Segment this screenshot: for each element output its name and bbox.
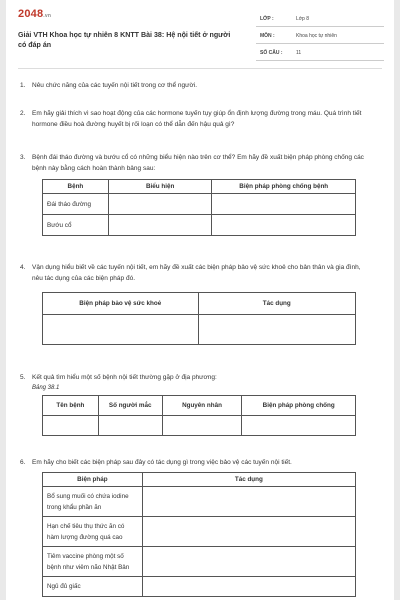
table-local-diseases: Tên bệnh Số người mắc Nguyên nhân Biện pháp phòng chống — [42, 395, 356, 436]
page-title: Giải VTH Khoa học tự nhiên 8 KNTT Bài 38: Hệ nội tiết ở người có đáp án — [18, 31, 231, 49]
table-health-measures: Biện pháp bảo vệ sức khoẻ Tác dụng — [42, 292, 356, 345]
meta-panel — [256, 12, 384, 63]
question-6: 6. Em hãy cho biết các biện pháp sau đây có tác dụng gì trong việc bảo vệ các tuyến nội tiết. — [20, 459, 292, 466]
table-disease-prevention: Bệnh Biểu hiện Biện pháp phòng chống bệnh Đái tháo đường Bướu cổ — [42, 179, 356, 236]
meta-subject: MÔN : Khoa học tự nhiên — [256, 29, 384, 44]
table-row: Bổ sung muối có chứa iodine trong khẩu phần ăn — [43, 487, 356, 517]
document-header — [18, 8, 384, 66]
question-1: 1. Nêu chức năng của các tuyến nội tiết trong cơ thể người. — [20, 82, 198, 89]
table-row: Bướu cổ — [43, 215, 356, 236]
question-3: 3. Bệnh đái tháo đường và bướu cổ có những biểu hiện nào trên cơ thể? Em hãy đề xuất biện pháp phòng chống các bệnh này bằng cách hoàn thành bảng sau: — [20, 154, 364, 172]
table-row: Đái tháo đường — [43, 194, 356, 215]
question-4: 4. Vận dụng hiểu biết về các tuyến nội tiết, em hãy đề xuất các biện pháp bảo vệ sức khoẻ cho bản thân và gia đình, nêu tác dụng của các biện pháp đó. — [20, 264, 361, 282]
document-page — [6, 0, 394, 600]
table-row: Ngủ đủ giấc — [43, 577, 356, 597]
meta-question-count: SỐ CÂU : 11 — [256, 46, 384, 61]
table-caption: Bảng 38.1 — [32, 385, 60, 391]
site-logo[interactable]: 2048.vn — [18, 8, 52, 20]
table-row — [43, 315, 356, 345]
meta-class: LỚP : Lớp 8 — [256, 12, 384, 27]
table-row: Tiêm vaccine phòng một số bệnh như viêm não Nhật Bản — [43, 547, 356, 577]
question-2: 2. Em hãy giải thích vì sao hoạt động của các hormone tuyến tụy giúp ổn định lượng đường trong máu. Quá trình tiết hormone điều hoà đường huyết bị rối loạn có thể dẫn đến hậu quả gì? — [20, 110, 362, 128]
table-gland-protection: Biện pháp Tác dụng Bổ sung muối có chứa iodine trong khẩu phần ăn Hạn chế tiêu thụ thức ăn có hàm lượng đường quá cao Tiêm vaccine phòng một số bệnh như viêm não Nhật Bản Ngủ đủ giấc — [42, 472, 356, 597]
question-5: 5. Kết quả tìm hiểu một số bệnh nội tiết thường gặp ở địa phương: Bảng 38.1 — [20, 372, 368, 394]
header-divider — [18, 68, 382, 69]
table-row — [43, 416, 356, 436]
table-row: Hạn chế tiêu thụ thức ăn có hàm lượng đường quá cao — [43, 517, 356, 547]
